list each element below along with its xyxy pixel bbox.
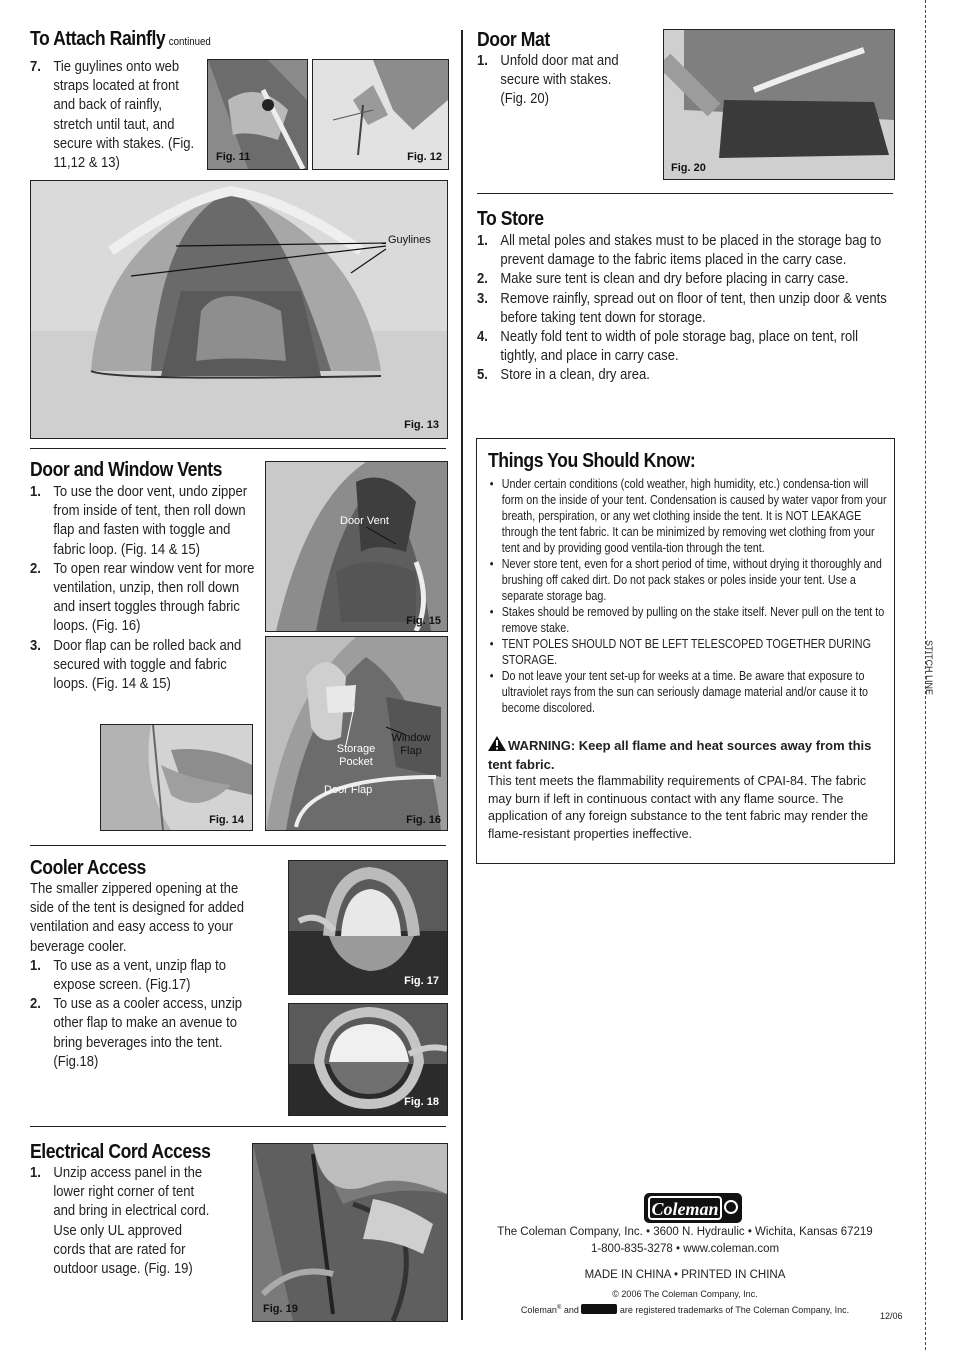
figure-20 — [663, 29, 895, 180]
figure-13 — [30, 180, 448, 439]
store-step-5-text: Store in a clean, dry area. — [500, 367, 650, 384]
figure-14 — [100, 724, 253, 831]
vents-step-1-num: 1. — [30, 484, 41, 500]
store-step-3 — [477, 290, 893, 328]
cord-step-1-text: Unzip access panel in the lower right corner of tent and bring in electrical cord. — [53, 1165, 210, 1220]
trademark-coleman: Coleman — [520, 1305, 557, 1315]
store-step-4 — [477, 328, 893, 366]
warning-triangle-icon — [488, 736, 506, 756]
fig-11-label: Fig. 11 — [216, 151, 251, 163]
cooler-step-1-text: To use as a vent, unzip flap to expose screen. (Fig.17) — [53, 957, 227, 994]
store-step-1 — [477, 232, 893, 270]
rule-cooler — [30, 845, 446, 846]
coleman-lantern-icon — [724, 1200, 738, 1214]
store-step-1-num: 1. — [477, 233, 488, 249]
footer-date-code: 12/06 — [880, 1311, 903, 1321]
doormat-step-1-num: 1. — [477, 53, 488, 69]
cooler-step-2-num: 2. — [30, 996, 41, 1013]
cooler-step-1 — [30, 957, 264, 995]
vents-step-3-num: 3. — [30, 637, 41, 654]
rainfly-title: To Attach Rainfly — [30, 28, 166, 50]
cooler-step-2-text: To use as a cooler access, unzip other flap to make an avenue to bring beverages into the tent. (Fig.18) — [53, 996, 243, 1070]
fig-20-label: Fig. 20 — [671, 162, 706, 174]
figure-11 — [207, 59, 308, 170]
vents-step-1 — [30, 483, 255, 560]
cooler-intro: The smaller zippered opening at the side of the tent is designed for added ventilation and easy access to your beverage cooler. — [30, 881, 245, 955]
vents-step-1-text: To use the door vent, undo zipper from inside of tent, then roll down flap and fasten with toggle and fabric loop. (Fig. 14 & 15) — [53, 484, 248, 558]
rainfly-continued: continued — [168, 36, 211, 48]
store-step-2-num: 2. — [477, 271, 488, 288]
know-title: Things You Should Know: — [488, 450, 696, 472]
vents-step-2 — [30, 560, 255, 637]
vents-steps — [30, 483, 255, 694]
store-step-1-text: All metal poles and stakes must to be placed in the storage bag to prevent damage to the fabric items placed in the carry case. — [500, 233, 882, 269]
trademark-logo-mini — [581, 1304, 617, 1314]
cooler-step-1-num: 1. — [30, 957, 41, 974]
store-title: To Store — [477, 208, 544, 230]
cooler-step-2 — [30, 995, 264, 1072]
figure-19 — [252, 1143, 448, 1322]
fig-13-label: Fig. 13 — [404, 419, 439, 431]
footer-contact: 1-800-835-3278 • www.coleman.com — [590, 1243, 780, 1255]
rainfly-step — [30, 58, 201, 173]
fig-19-label: Fig. 19 — [263, 1303, 298, 1315]
store-step-4-text: Neatly fold tent to width of pole storage bag, place on tent, roll tightly, and place in carry case. — [500, 329, 859, 365]
trademark-text: are registered trademarks of The Coleman Company, Inc. — [619, 1305, 850, 1315]
coleman-logo — [644, 1193, 742, 1223]
vents-step-3 — [30, 637, 255, 695]
footer-address: The Coleman Company, Inc. • 3600 N. Hydraulic • Wichita, Kansas 67219 — [497, 1226, 873, 1238]
cooler-body — [30, 880, 264, 1072]
cord-step-1-text-2: Use only UL approved cords that are rated for outdoor usage. (Fig. 19) — [53, 1222, 193, 1278]
trademark-and: and — [563, 1305, 579, 1315]
figure-16 — [265, 636, 448, 831]
know-bullet-3: • Stakes should be removed by pulling on the stake itself. Never pull on the tent to remove stake. — [488, 604, 888, 636]
fig-17-label: Fig. 17 — [404, 975, 439, 987]
store-step-4-num: 4. — [477, 329, 488, 346]
footer-copyright: © 2006 The Coleman Company, Inc. — [612, 1289, 758, 1299]
fig-16-label: Fig. 16 — [406, 814, 441, 826]
store-steps — [477, 232, 893, 386]
rule-store — [477, 193, 893, 194]
window-flap-callout: Window Flap — [391, 732, 431, 757]
storage-pocket-callout: Storage Pocket — [336, 743, 376, 768]
cooler-title: Cooler Access — [30, 857, 146, 879]
rule-cord — [30, 1126, 446, 1127]
doormat-title: Door Mat — [477, 29, 550, 51]
footer-made-in: MADE IN CHINA • PRINTED IN CHINA — [584, 1269, 786, 1281]
store-step-2-text: Make sure tent is clean and dry before placing in carry case. — [500, 271, 849, 288]
vents-step-2-num: 2. — [30, 560, 41, 577]
know-bullets — [488, 476, 888, 716]
doormat-body — [477, 52, 639, 110]
fig-14-label: Fig. 14 — [209, 814, 244, 826]
vents-step-3-text: Door flap can be rolled back and secured with toggle and fabric loops. (Fig. 14 & 15) — [53, 637, 242, 693]
fig-18-label: Fig. 18 — [404, 1096, 439, 1108]
stitch-line-label: STITCH LINE — [924, 640, 934, 696]
warning-heading: WARNING: Keep all flame and heat sources away from this tent fabric. — [488, 738, 872, 772]
know-bullet-2: • Never store tent, even for a short period of time, without drying it thoroughly and brushing off caked dirt. Do not pack stakes or poles inside your tent. Use a separate storage bag. — [488, 556, 888, 604]
vents-title: Door and Window Vents — [30, 459, 223, 481]
vents-step-2-text: To open rear window vent for more ventilation, unzip, then roll down and insert toggles through fabric loops. (Fig. 16) — [53, 560, 255, 635]
store-step-5-num: 5. — [477, 367, 488, 384]
center-divider — [461, 30, 463, 1320]
footer-trademark: Coleman® and are registered trademarks of The Coleman Company, Inc. — [520, 1305, 850, 1315]
rainfly-heading — [30, 28, 211, 51]
cord-step-1-num: 1. — [30, 1165, 41, 1181]
know-bullet-5: • Do not leave your tent set-up for weeks at a time. Be aware that exposure to ultraviolet rays from the sun can seriously damage material and/or cause it to become discolored. — [488, 668, 888, 716]
fig-15-label: Fig. 15 — [406, 615, 441, 627]
store-step-3-num: 3. — [477, 290, 488, 307]
store-step-2 — [477, 270, 893, 289]
figure-18 — [288, 1003, 448, 1116]
doormat-step-1 — [477, 52, 639, 110]
figure-15 — [265, 461, 448, 632]
coleman-logo-text: Coleman — [648, 1196, 722, 1220]
know-bullet-4: • TENT POLES SHOULD NOT BE LEFT TELESCOPED TOGETHER DURING STORAGE. — [488, 636, 888, 668]
door-flap-callout: Door Flap — [324, 784, 373, 796]
door-vent-callout: Door Vent — [340, 515, 389, 527]
know-bullet-1: • Under certain conditions (cold weather, high humidity, etc.) condensa-tion will form on the inside of your tent. Condensation is caused by water vapor from your breath, perspiration, or any wet clothing inside the tent. It is NOT LEAKAGE through the tent fabric. It can be minimized by removing wet clothing from your tent and by providing good ventila-tion through the tent. — [488, 476, 888, 556]
rainfly-step-num: 7. — [30, 59, 41, 75]
rainfly-step-text: Tie guylines onto web straps located at front and back of rainfly, stretch until taut, and secure with stakes. (Fig. 11,12 & 13) — [53, 59, 195, 172]
figure-17 — [288, 860, 448, 995]
doormat-step-1-text: Unfold door mat and secure with stakes. (Fig. 20) — [500, 53, 619, 108]
rule-vents — [30, 448, 446, 449]
cord-title: Electrical Cord Access — [30, 1141, 211, 1163]
store-step-3-text: Remove rainfly, spread out on floor of tent, then unzip door & vents before taking tent down for storage. — [500, 290, 887, 326]
cord-body — [30, 1164, 210, 1279]
cord-step-1 — [30, 1164, 210, 1279]
guylines-callout: Guylines — [388, 234, 431, 246]
figure-12 — [312, 59, 449, 170]
store-step-5 — [477, 366, 893, 385]
warning-body: This tent meets the flammability requirements of CPAI-84. The fabric may burn if left in continuous contact with any flame source. The application of any foreign substance to the tent fabric may render the flame-resistant properties ineffective. — [488, 774, 869, 841]
fig-12-label: Fig. 12 — [407, 151, 442, 163]
warning-block — [488, 736, 884, 843]
